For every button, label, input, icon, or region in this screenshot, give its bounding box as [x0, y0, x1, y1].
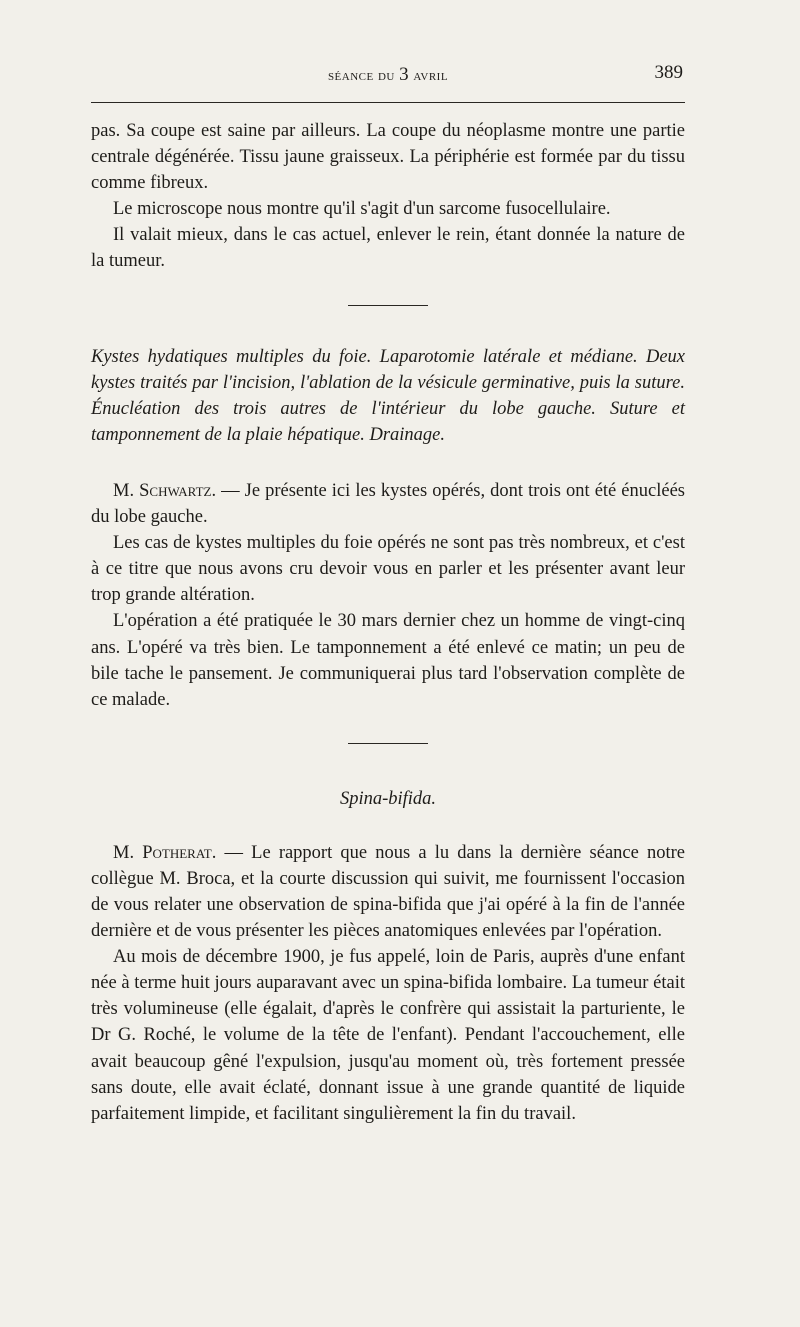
paragraph: pas. Sa coupe est saine par ailleurs. La coupe du néoplasme montre une partie centrale dégénérée. Tissu jaune graisseux. La périphérie est formée par du tissu comme fibreux. [91, 121, 685, 194]
running-head [91, 64, 685, 86]
paragraph: L'opération a été pratiquée le 30 mars dernier chez un homme de vingt-cinq ans. L'opéré va très bien. Le tamponnement a été enlevé ce matin; un peu de bile tache le pansement. Je communiquerai plus tard l'observation complète de ce malade. [91, 611, 685, 710]
speaker-name: M. Potherat. [113, 842, 217, 863]
paragraph: Au mois de décembre 1900, je fus appelé, loin de Paris, auprès d'une enfant née à terme huit jours auparavant avec un spina-bifida lombaire. La tumeur était très volumineuse (elle égalait, d'après le confrère qui assistait la parturiente, le Dr G. Roché, le volume de la tête de l'enfant). Pendant l'accouchement, elle avait beaucoup gêné l'expulsion, jusqu'au moment où, très fortement pressée sans doute, elle avait éclaté, donnant issue à une grande quantité de liquide parfaitement limpide, et facilitant singulièrement la fin du travail. [91, 947, 685, 1124]
section-title: Spina-bifida. [339, 788, 437, 809]
page-header [91, 62, 685, 88]
header-rule [91, 102, 685, 103]
paragraph-text: — Le rapport que nous a lu dans la dernière séance notre collègue M. Broca, et la courte discussion qui suivit, me fournissent l'occasion de vous relater une observation de spina-bifida que j'ai opéré à la fin de l'année dernière et de vous présenter les pièces anatomiques enlevées par l'opération. [91, 842, 685, 942]
running-head-day: 3 [399, 64, 410, 85]
running-head-prefix: séance du [327, 68, 395, 84]
book-page [91, 0, 685, 1327]
body-text [91, 118, 685, 1127]
section-title: Kystes hydatiques multiples du foie. Laparotomie latérale et médiane. Deux kystes traités par l'incision, l'ablation de la vésicule germinative, puis la suture. Énucléation des trois autres de l'intérieur du lobe gauche. Suture et tamponnement de la plaie hépatique. Drainage. [91, 346, 685, 445]
speaker-name: M. Schwartz. [113, 480, 217, 501]
paragraph: Les cas de kystes multiples du foie opérés ne sont pas très nombreux, et c'est à ce titre que nous avons cru devoir vous en parler et les présenter avant leur trop grande altération. [91, 533, 685, 606]
paragraph: Le microscope nous montre qu'il s'agit d'un sarcome fusocellulaire. [113, 199, 611, 220]
running-head-suffix: avril [413, 68, 449, 84]
paragraph [91, 478, 685, 530]
paragraph: Il valait mieux, dans le cas actuel, enlever le rein, étant donnée la nature de la tumeur. [91, 225, 685, 272]
paragraph-text: — Je présente ici les kystes opérés, dont trois ont été énucléés du lobe gauche. [91, 480, 685, 528]
page-number: 389 [654, 62, 683, 83]
paragraph [91, 840, 685, 944]
